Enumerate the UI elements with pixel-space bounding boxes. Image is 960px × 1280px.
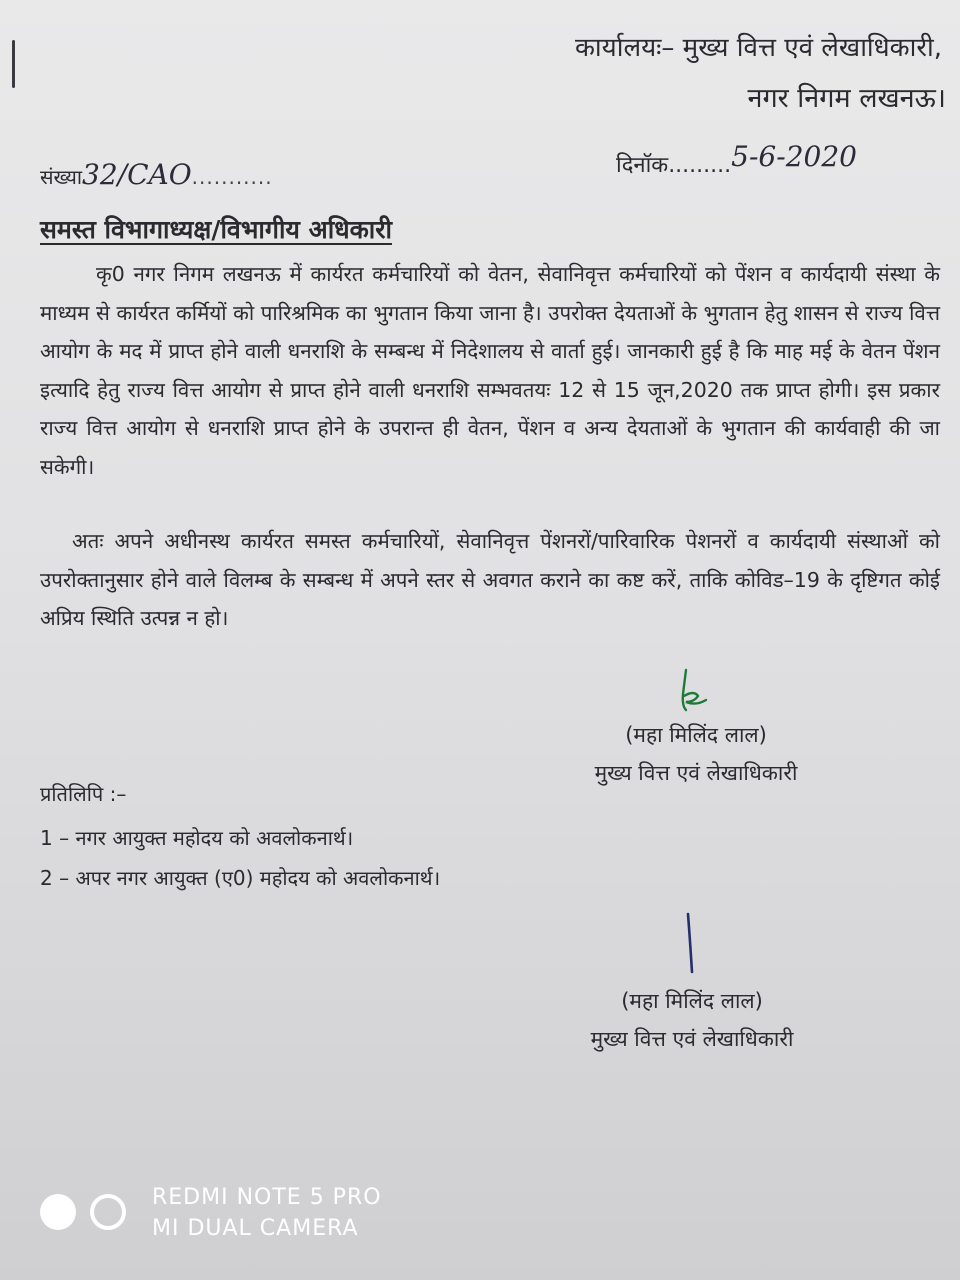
- watermark-text: [152, 1182, 382, 1244]
- addressee-heading: समस्त विभागाध्यक्ष/विभागीय अधिकारी: [40, 215, 392, 244]
- office-city: नगर निगम लखनऊ।: [747, 83, 946, 114]
- copy-item-2: 2 – अपर नगर आयुक्त (ए0) महोदय को अवलोकनार्थ।: [40, 866, 441, 890]
- watermark-filled-circle-icon: [40, 1194, 76, 1230]
- watermark-line-1: REDMI NOTE 5 PRO: [152, 1185, 382, 1210]
- signatory-block-2: [552, 982, 832, 1058]
- date-field: [616, 140, 857, 179]
- watermark-line-2: MI DUAL CAMERA: [152, 1216, 359, 1241]
- signature-blue: [674, 910, 714, 980]
- signatory-2-designation: मुख्य वित्त एवं लेखाधिकारी: [590, 1027, 794, 1051]
- signatory-designation: मुख्य वित्त एवं लेखाधिकारी: [594, 761, 798, 785]
- signatory-block: [556, 716, 836, 792]
- copy-heading: प्रतिलिपि :–: [40, 782, 127, 806]
- copy-list: [40, 818, 440, 898]
- reference-value: 32/CAO: [82, 158, 192, 191]
- signature-green: [672, 666, 712, 716]
- reference-label: संख्या: [40, 165, 82, 189]
- copy-item-1: 1 – नगर आयुक्त महोदय को अवलोकनार्थ।: [40, 826, 354, 850]
- reference-dots: ...........: [191, 165, 273, 189]
- date-value: 5-6-2020: [731, 140, 857, 173]
- date-label: दिनॉक: [616, 153, 669, 178]
- body-paragraph-1: कृ0 नगर निगम लखनऊ में कार्यरत कर्मचारियों को वेतन, सेवानिवृत्त कर्मचारियों को पेंशन व कार्यदायी संस्था के माध्यम से कार्यरत कर्मियों को पारिश्रमिक का भुगतान किया जाना है। उपरोक्त देयताओं के भुगतान हेतु शासन से राज्य वित्त आयोग के मद में प्राप्त होने वाली धनराशि के सम्बन्ध में निदेशालय से वार्ता हुई। जानकारी हुई है कि माह मई के वेतन पेंशन इत्यादि हेतु राज्य वित्त आयोग से प्राप्त होने वाली धनराशि सम्भवतयः 12 से 15 जून,2020 तक प्राप्त होगी। इस प्रकार राज्य वित्त आयोग से धनराशि प्राप्त होने के उपरान्त ही वेतन, पेंशन व अन्य देयताओं के भुगतान की कार्यवाही की जा सकेगी।: [40, 262, 940, 479]
- body-paragraph-2: अतः अपने अधीनस्थ कार्यरत समस्त कर्मचारियों, सेवानिवृत्त पेंशनरों/पारिवारिक पेशनरों व कार्यदायी संस्थाओं को उपरोक्तानुसार होने वाले विलम्ब के सम्बन्ध में अपने स्तर से अवगत कराने का कष्ट करें, ताकि कोविड–19 के दृष्टिगत कोई अप्रिय स्थिति उत्पन्न न हो।: [40, 529, 940, 630]
- watermark-ring-circle-icon: [90, 1194, 126, 1230]
- signatory-2-name: (महा मिलिंद लाल): [621, 989, 763, 1013]
- page-edge-mark: [12, 40, 15, 88]
- signatory-name: (महा मिलिंद लाल): [625, 723, 767, 747]
- office-header: कार्यालयः– मुख्य वित्त एवं लेखाधिकारी,: [574, 33, 942, 63]
- reference-number: [40, 158, 273, 191]
- camera-watermark: [40, 1182, 460, 1252]
- date-dots: .........: [668, 153, 732, 178]
